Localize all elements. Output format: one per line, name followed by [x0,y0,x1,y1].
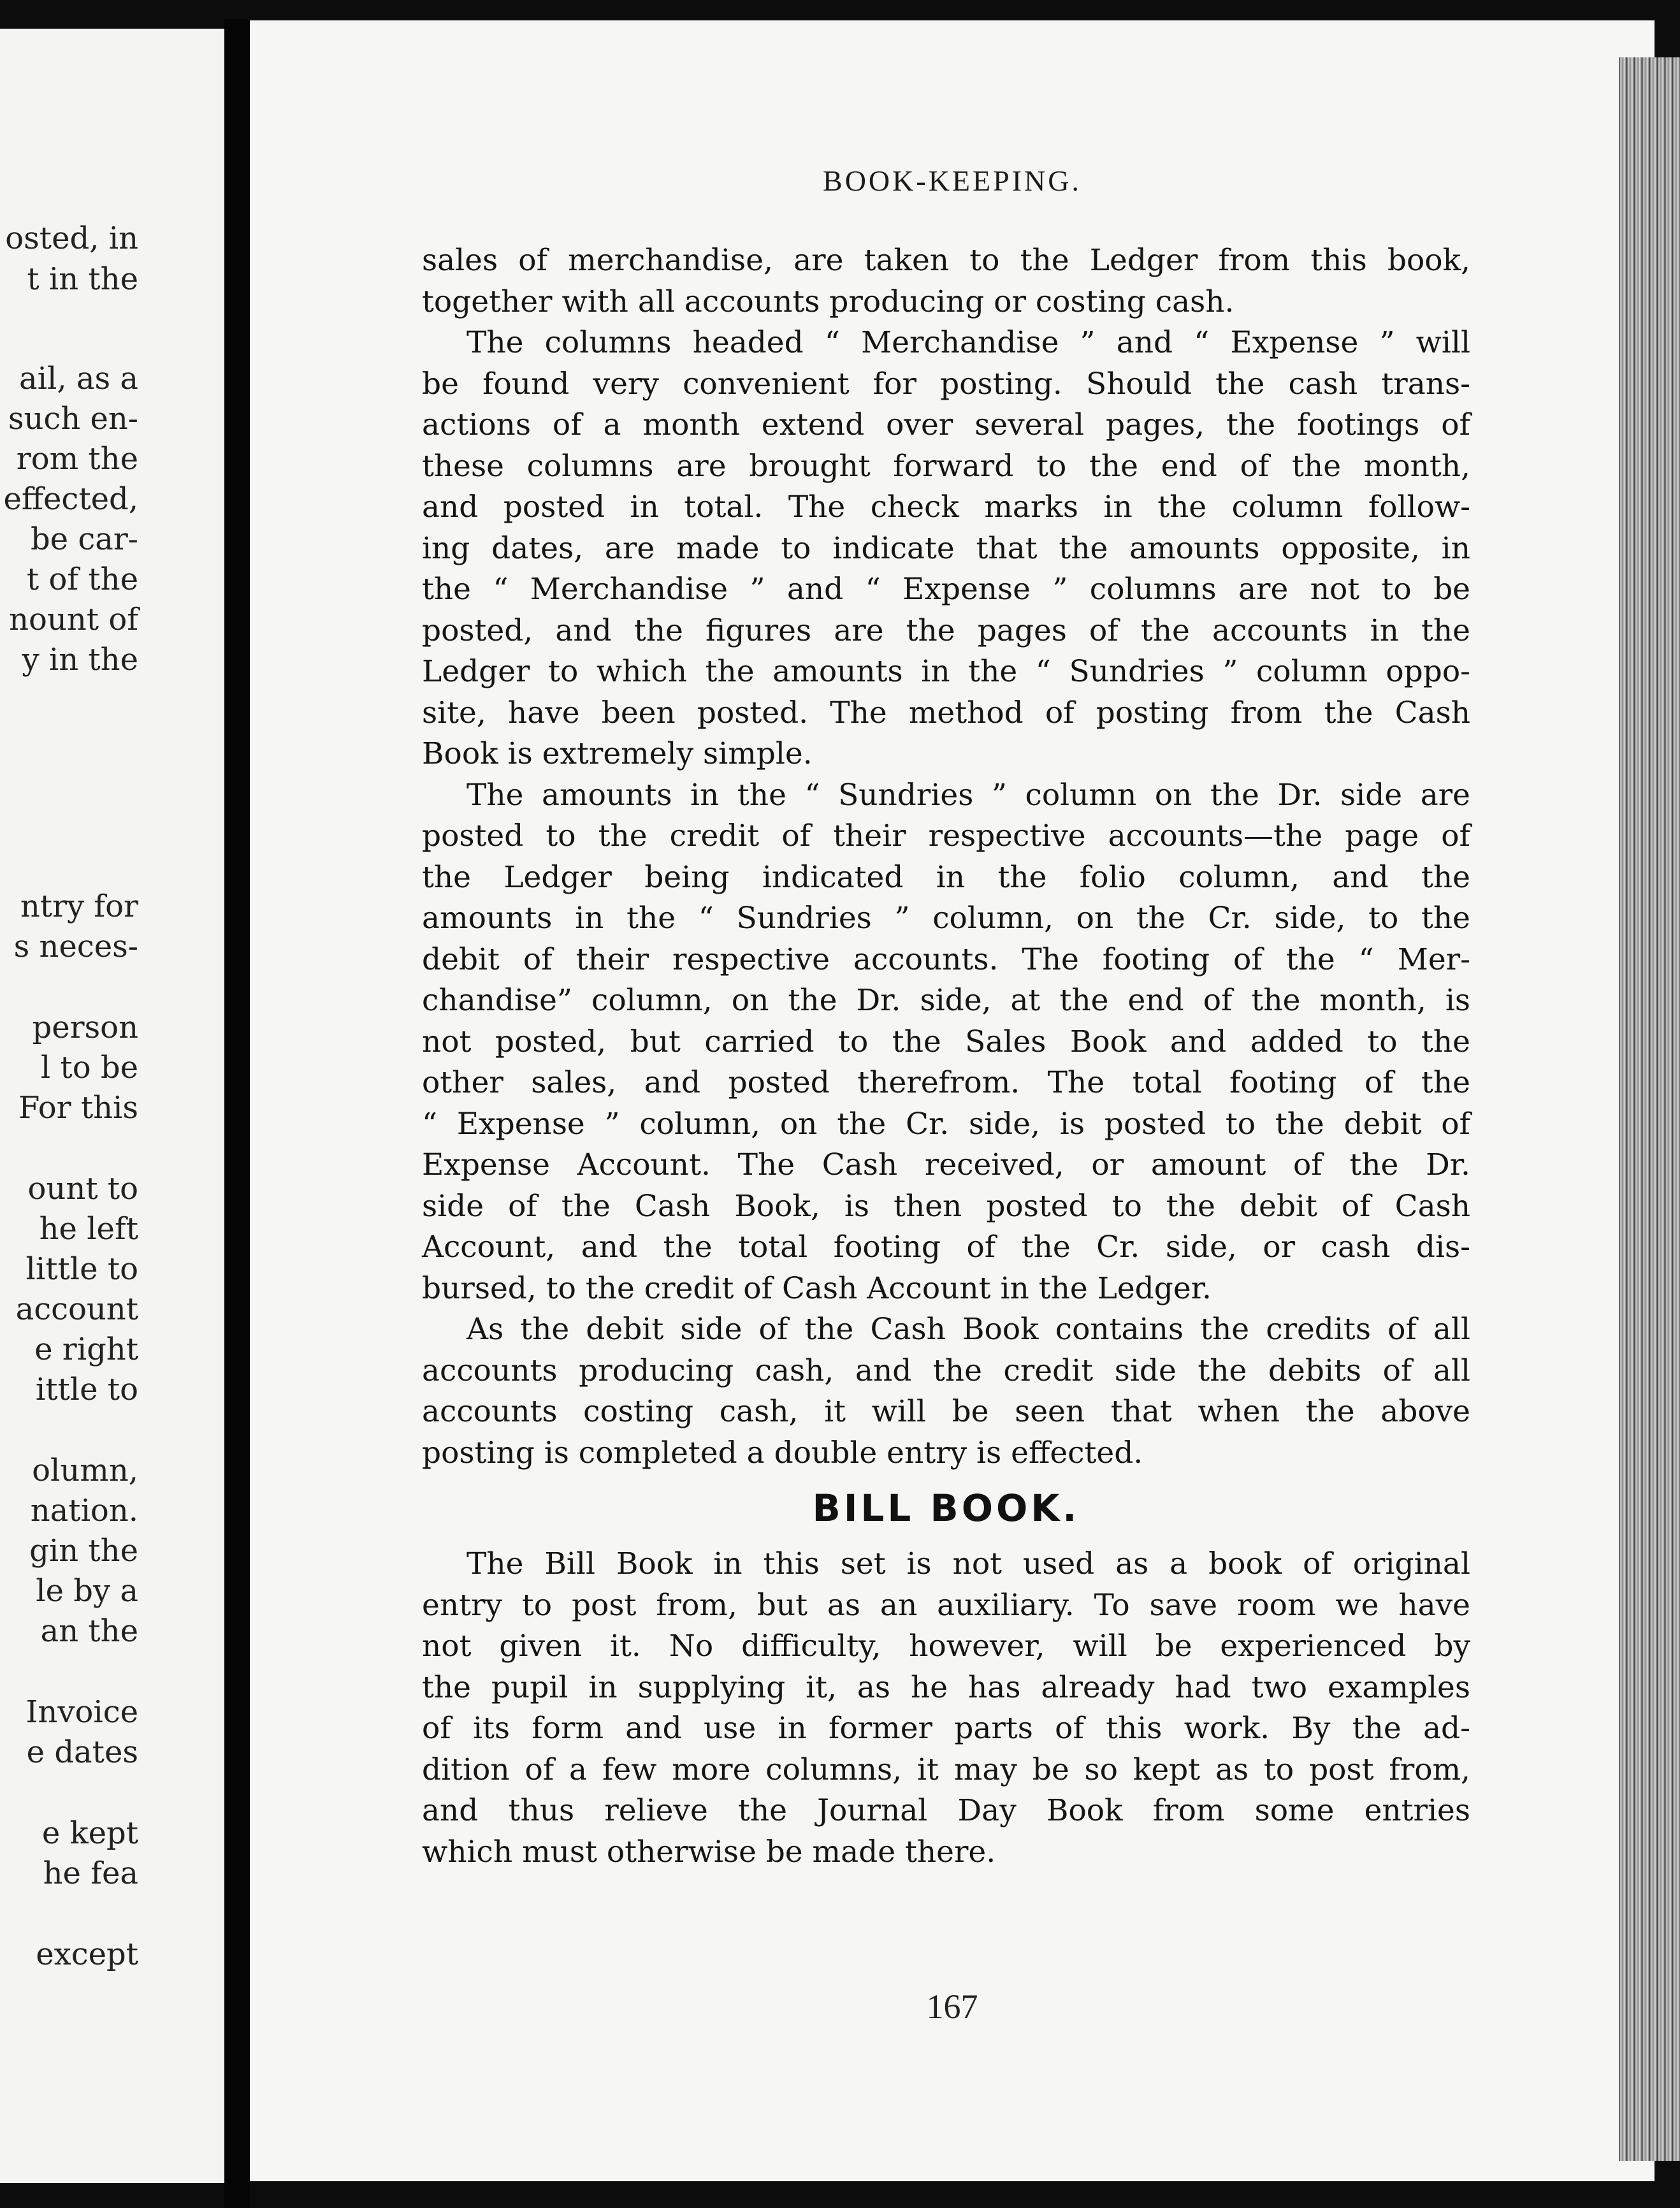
left-fragment: t in the [27,261,138,297]
left-fragment: le by a [36,1573,138,1609]
text-line: chandise” column, on the Dr. side, at the end of the month, is [422,983,1470,1018]
left-fragment: except [36,1936,138,1972]
text-line: “ Expense ” column, on the Cr. side, is posted to the debit of [422,1106,1470,1142]
text-line: The columns headed “ Merchandise ” and “ Expense ” will [467,325,1470,360]
text-line: actions of a month extend over several pages, the footings of [422,407,1470,442]
paragraph [422,240,1470,323]
book-gutter [224,19,250,2208]
text-line: The amounts in the “ Sundries ” column on the Dr. side are [467,777,1470,813]
left-fragment: ount to [27,1171,138,1207]
paragraph [422,775,1470,1310]
left-fragment: little to [25,1251,138,1287]
left-fragment: e kept [41,1815,138,1851]
text-line: As the debit side of the Cash Book contains the credits of all [467,1312,1470,1347]
left-fragment: nation. [30,1493,138,1529]
left-fragment: ail, as a [19,361,138,396]
left-fragment: person [32,1010,138,1045]
text-line: the pupil in supplying it, as he has already had two examples [422,1669,1470,1705]
text-line: amounts in the “ Sundries ” column, on the Cr. side, to the [422,901,1470,936]
text-line: these columns are brought forward to the end of the month, [422,448,1470,484]
left-fragment: gin the [29,1533,138,1569]
text-line: The Bill Book in this set is not used as a book of original [467,1546,1470,1581]
left-fragment: such en- [8,401,138,437]
text-line: and posted in total. The check marks in the column follow- [422,490,1470,525]
text-line: of its form and use in former parts of this work. By the ad- [422,1711,1470,1746]
paragraph [422,1309,1470,1474]
text-line: Ledger to which the amounts in the “ Sundries ” column oppo- [422,654,1470,689]
left-fragment: y in the [22,642,138,678]
text-line: bursed, to the credit of Cash Account in the Ledger. [422,1270,1212,1306]
text-line: the “ Merchandise ” and “ Expense ” columns are not to be [422,572,1470,607]
text-line: posting is completed a double entry is effected. [422,1435,1143,1471]
text-line: which must otherwise be made there. [422,1834,996,1870]
bill-book-paragraph [422,1544,1470,1873]
text-line: not posted, but carried to the Sales Book and added to the [422,1024,1470,1059]
left-fragment: he left [39,1211,138,1247]
text-line: entry to post from, but as an auxiliary. To save room we have [422,1587,1470,1623]
text-line: accounts producing cash, and the credit side the debits of all [422,1353,1470,1388]
body-text [422,240,1470,1474]
left-fragment: e dates [26,1734,138,1770]
section-heading: BILL BOOK. [812,1486,1080,1530]
paragraph [422,323,1470,775]
text-line: the Ledger being indicated in the folio column, and the [422,859,1470,895]
text-line: debit of their respective accounts. The footing of the “ Mer- [422,941,1470,977]
text-line: Account, and the total footing of the Cr. side, or cash dis- [422,1230,1470,1265]
left-fragment: account [15,1291,138,1327]
running-head: BOOK-KEEPING. [823,164,1082,197]
text-line: and thus relieve the Journal Day Book from some entries [422,1793,1470,1828]
left-fragment: For this [18,1090,138,1126]
left-fragment: rom the [16,441,138,477]
left-fragment: be car- [30,521,138,557]
left-fragment: ntry for [20,889,138,924]
right-page [250,20,1655,2181]
text-line: accounts costing cash, it will be seen that when the above [422,1394,1470,1429]
left-fragment: Invoice [25,1694,138,1730]
text-line: together with all accounts producing or costing cash. [422,284,1235,319]
text-line: ing dates, are made to indicate that the amounts opposite, in [422,530,1470,566]
text-line: Expense Account. The Cash received, or amount of the Dr. [422,1147,1470,1182]
left-fragment: he fea [43,1856,138,1891]
text-line: be found very convenient for posting. Should the cash trans- [422,366,1470,402]
text-line: not given it. No difficulty, however, will be experienced by [422,1629,1470,1664]
text-line: Book is extremely simple. [422,736,813,771]
text-line: other sales, and posted therefrom. The total footing of the [422,1065,1470,1100]
left-fragment: olumn, [32,1453,138,1488]
left-fragment: osted, in [5,221,138,256]
text-line: posted, and the figures are the pages of the accounts in the [422,613,1470,648]
left-page [0,29,224,2183]
text-line: site, have been posted. The method of posting from the Cash [422,695,1470,730]
text-line: dition of a few more columns, it may be so kept as to post from, [422,1752,1470,1787]
text-line: posted to the credit of their respective accounts—the page of [422,818,1470,853]
left-fragment: e right [34,1332,138,1367]
left-fragment: ittle to [35,1372,138,1407]
left-fragment: an the [40,1613,138,1649]
left-fragment: effected, [3,481,138,517]
left-fragment: nount of [9,602,138,637]
left-fragment: s neces- [13,929,138,964]
left-fragment: l to be [40,1050,138,1086]
page-number: 167 [926,1987,978,2026]
text-line: sales of merchandise, are taken to the Ledger from this book, [422,243,1470,278]
left-fragment: t of the [26,562,138,597]
text-line: side of the Cash Book, is then posted to the debit of Cash [422,1188,1470,1224]
page-edges [1619,57,1680,2161]
